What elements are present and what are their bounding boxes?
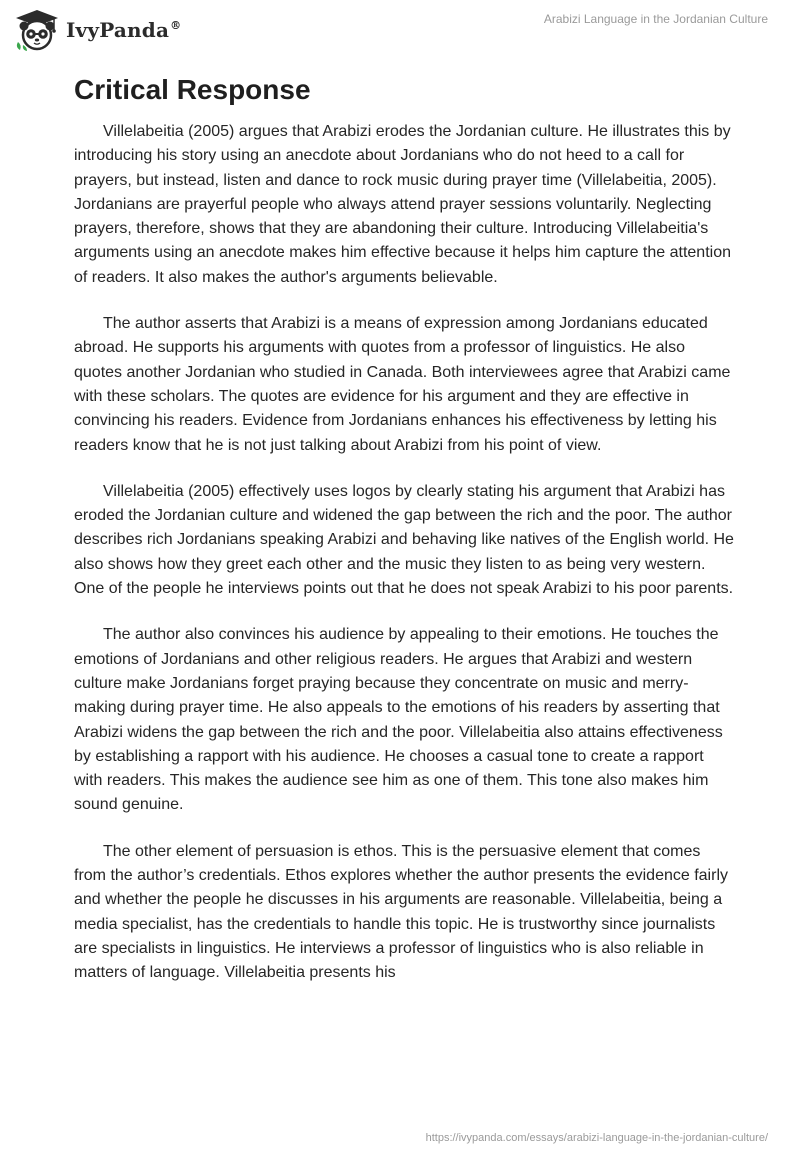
paragraph: The other element of persuasion is ethos. This is the persuasive element that comes from the author’s credentials. Ethos explores whether the author presents the evidence fairly and whether the people he discusses in his arguments are reasonable. Villelabeitia, being a media specialist, has the credentials to handle this topic. He is trustworthy since journalists are specialists in linguistics. He interviews a professor of linguistics who is also reliable in matters of language. Villelabeitia presents his (74, 842, 728, 982)
source-url[interactable]: https://ivypanda.com/essays/arabizi-language-in-the-jordanian-culture/ (425, 1132, 768, 1144)
section-heading: Critical Response (74, 74, 311, 105)
brand-logo[interactable] (14, 8, 181, 52)
paragraph: The author asserts that Arabizi is a means of expression among Jordanians educated abroad. He supports his arguments with quotes from a professor of linguistics. He also quotes another Jordanian who studied in Canada. Both interviewees agree that Arabizi came with these scholars. The quotes are evidence for his argument and they are effective in convincing his readers. Evidence from Jordanians enhances his effectiveness by letting his readers know that he is not just talking about Arabizi from his point of view. (74, 315, 731, 454)
article-body (74, 72, 734, 1008)
panda-graduate-icon (14, 8, 60, 52)
paragraph: Villelabeitia (2005) argues that Arabizi erodes the Jordanian culture. He illustrates this by introducing his story using an anecdote about Jordanians who do not heed to a call for prayers, but instead, listen and dance to rock music during prayer time (Villelabeitia, 2005). Jordanians are prayerful people who always attend prayer sessions voluntarily. Neglecting prayers, therefore, shows that they are abandoning their culture. Introducing Villelabeitia's arguments using an anecdote makes him effective because it helps him capture the attention of readers. It also makes the author's arguments believable. (74, 123, 731, 286)
paragraph: The author also convinces his audience by appealing to their emotions. He touches the emotions of Jordanians and other religious readers. He argues that Arabizi and western culture make Jordanians forget praying because they concentrate on music and merry-making during prayer time. He also appeals to the emotions of his readers by asserting that Arabizi widens the gap between the rich and the poor. Villelabeitia also attains effectiveness by establishing a rapport with his audience. He chooses a casual tone to create a rapport with readers. This makes the audience see him as one of them. This tone also makes him sound genuine. (74, 626, 723, 814)
page-header (0, 0, 800, 60)
document-title: Arabizi Language in the Jordanian Culture (543, 12, 768, 26)
paragraph: Villelabeitia (2005) effectively uses logos by clearly stating his argument that Arabizi has eroded the Jordanian culture and widened the gap between the rich and the poor. The author describes rich Jordanians speaking Arabizi and behaving like natives of the English world. He also shows how they greet each other and the music they listen to as being very western. One of the people he interviews points out that he does not speak Arabizi to his poor parents. (74, 482, 734, 598)
brand-name: IvyPanda® (66, 18, 182, 42)
